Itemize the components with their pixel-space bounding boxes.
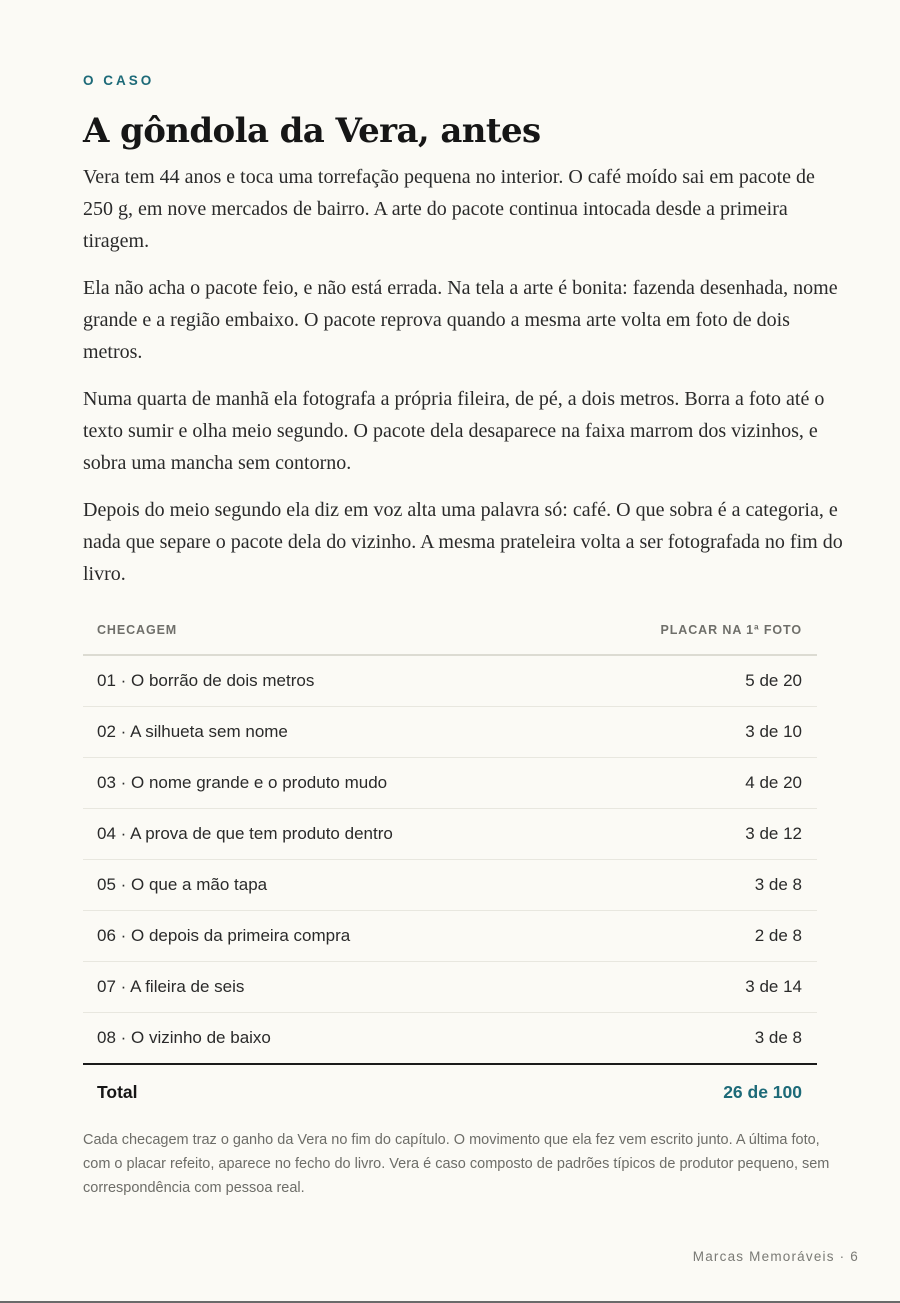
footnote: Cada checagem traz o ganho da Vera no fim do capítulo. O movimento que ela fez vem escrito junto. A última foto, com o placar refeito, aparece no fecho do livro. Vera é caso composto de padrões típicos de produtor pequeno, sem correspondência com pessoa real. <box>83 1132 830 1196</box>
paragraph: Depois do meio segundo ela diz em voz alta uma palavra só: café. O que sobra é a categoria, e nada que separe o pacote dela do vizinho. A mesma prateleira volta a ser fotografada no fim do livro. <box>83 499 843 585</box>
page-title: A gôndola da Vera, antes <box>83 111 541 151</box>
row-label: 04 · A prova de que tem produto dentro <box>97 824 393 843</box>
table-row <box>83 860 817 911</box>
row-label: 07 · A fileira de seis <box>97 977 245 996</box>
body-text <box>83 161 843 605</box>
row-label: 05 · O que a mão tapa <box>97 875 268 894</box>
section-eyebrow: O CASO <box>83 73 155 88</box>
row-score: 3 de 8 <box>754 1028 802 1047</box>
table-row <box>83 962 817 1013</box>
table-row <box>83 707 817 758</box>
total-score: 26 de 100 <box>723 1082 802 1102</box>
row-score: 3 de 8 <box>754 875 802 894</box>
row-score: 4 de 20 <box>745 773 802 792</box>
table-row <box>83 656 817 707</box>
row-score: 5 de 20 <box>745 671 802 690</box>
paragraph: Ela não acha o pacote feio, e não está errada. Na tela a arte é bonita: fazenda desenhada, nome grande e a região embaixo. O pacote reprova quando a mesma arte volta em foto de dois metros. <box>83 277 838 363</box>
table-row <box>83 1013 817 1065</box>
score-table <box>83 606 817 1120</box>
table-header <box>83 606 817 656</box>
row-score: 3 de 10 <box>745 722 802 741</box>
header-check: CHECAGEM <box>97 623 178 637</box>
row-score: 3 de 12 <box>745 824 802 843</box>
row-label: 06 · O depois da primeira compra <box>97 926 351 945</box>
table-row <box>83 809 817 860</box>
row-label: 01 · O borrão de dois metros <box>97 671 315 690</box>
table-row <box>83 758 817 809</box>
row-label: 03 · O nome grande e o produto mudo <box>97 773 388 792</box>
header-score: PLACAR NA 1ª FOTO <box>660 623 802 637</box>
total-label: Total <box>97 1082 138 1102</box>
row-score: 3 de 14 <box>745 977 802 996</box>
paragraph: Numa quarta de manhã ela fotografa a própria fileira, de pé, a dois metros. Borra a foto até o texto sumir e olha meio segundo. O pacote dela desaparece na faixa marrom dos vizinhos, e sobra uma mancha sem contorno. <box>83 388 825 474</box>
row-score: 2 de 8 <box>754 926 802 945</box>
row-label: 02 · A silhueta sem nome <box>97 722 288 741</box>
running-footer: Marcas Memoráveis · 6 <box>692 1249 859 1264</box>
paragraph: Vera tem 44 anos e toca uma torrefação pequena no interior. O café moído sai em pacote de 250 g, em nove mercados de bairro. A arte do pacote continua intocada desde a primeira tiragem. <box>83 166 815 252</box>
row-label: 08 · O vizinho de baixo <box>97 1028 271 1047</box>
table-total-row <box>83 1065 817 1120</box>
table-row <box>83 911 817 962</box>
